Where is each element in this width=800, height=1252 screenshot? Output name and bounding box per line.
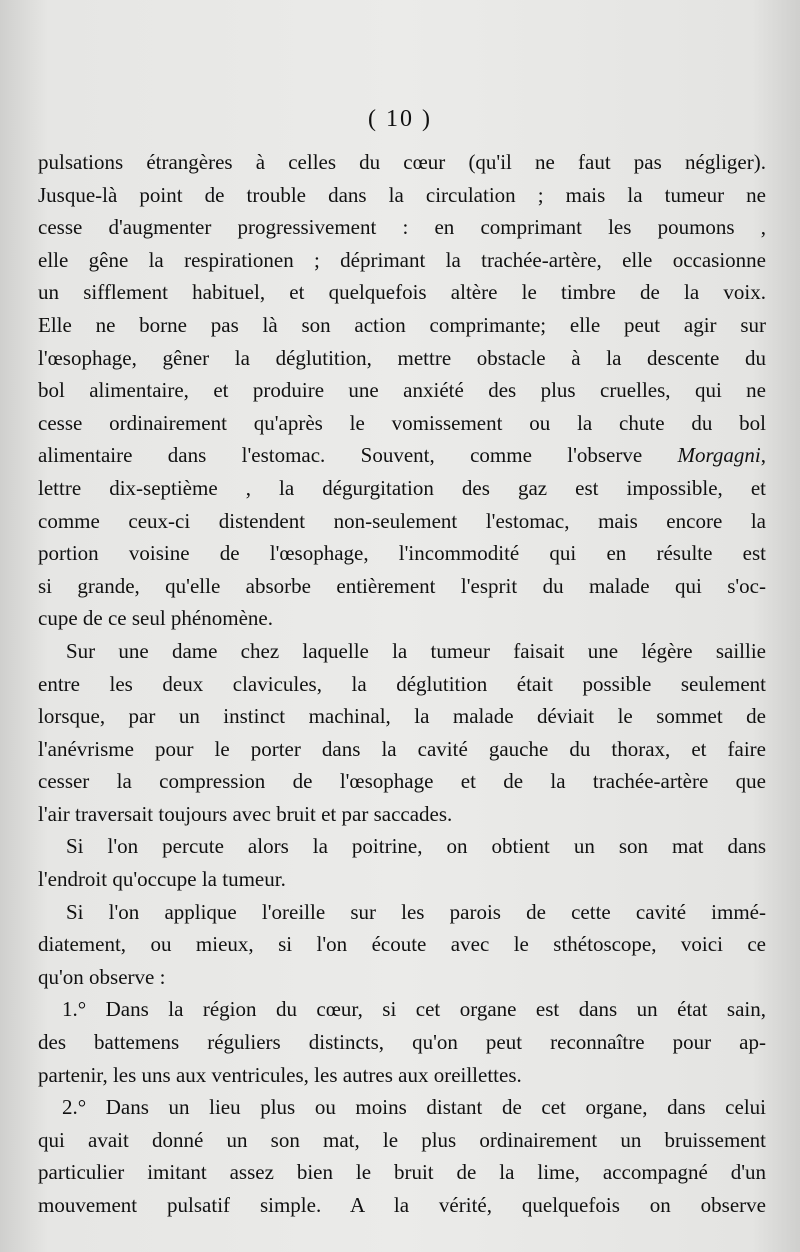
text-run: , <box>760 443 766 468</box>
text-line: Elle ne borne pas là son action comprimante; elle peut agir sur <box>38 312 766 337</box>
text-line: pulsations étrangères à celles du cœur (qu'il ne faut pas négliger). <box>38 150 766 174</box>
text-line: lettre dix-septième , la dégurgitation des gaz est impossible, et <box>38 475 766 500</box>
text-line: lorsque, par un instinct machinal, la malade déviait le sommet de <box>38 704 766 729</box>
text-line: diatement, ou mieux, si l'on écoute avec le sthétoscope, voici ce <box>38 932 766 957</box>
text-line: l'anévrisme pour le porter dans la cavité gauche du thorax, et faire <box>38 736 766 761</box>
body-text <box>38 146 766 1222</box>
text-line: cesser la compression de l'œsophage et de la trachée-artère que <box>38 769 766 794</box>
text-line: l'endroit qu'occupe la tumeur. <box>38 867 286 892</box>
text-line: Si l'on percute alors la poitrine, on obtient un son mat dans <box>66 834 766 859</box>
text-line: l'œsophage, gêner la déglutition, mettre obstacle à la descente du <box>38 345 766 370</box>
text-line: particulier imitant assez bien le bruit de la lime, accompagné d'un <box>38 1160 766 1185</box>
text-line: Si l'on applique l'oreille sur les parois de cette cavité immé- <box>66 899 766 924</box>
text-line: Jusque-là point de trouble dans la circulation ; mais la tumeur ne <box>38 182 766 207</box>
text-run: alimentaire dans l'estomac. Souvent, comme l'observe <box>38 443 678 468</box>
text-line: qu'on observe : <box>38 964 166 989</box>
text-line: des battemens réguliers distincts, qu'on peut reconnaître pour ap- <box>38 1030 766 1055</box>
text-line: l'air traversait toujours avec bruit et par saccades. <box>38 801 453 826</box>
text-line: qui avait donné un son mat, le plus ordinairement un bruissement <box>38 1127 766 1152</box>
text-line: elle gêne la respirationen ; déprimant la trachée-artère, elle occasionne <box>38 247 766 272</box>
page-number: ( 10 ) <box>368 106 432 132</box>
text-line: un sifflement habituel, et quelquefois altère le timbre de la voix. <box>38 280 766 305</box>
text-line: portion voisine de l'œsophage, l'incommodité qui en résulte est <box>38 541 766 566</box>
text-line: Sur une dame chez laquelle la tumeur faisait une légère saillie <box>66 638 766 663</box>
text-line: comme ceux-ci distendent non-seulement l'estomac, mais encore la <box>38 508 766 533</box>
text-line: si grande, qu'elle absorbe entièrement l'esprit du malade qui s'oc- <box>38 573 766 598</box>
italic-name: Morgagni <box>677 443 761 468</box>
text-line: 2.° Dans un lieu plus ou moins distant de cet organe, dans celui <box>62 1095 766 1120</box>
text-line: cesse d'augmenter progressivement : en comprimant les poumons , <box>38 215 766 240</box>
text-line <box>38 439 766 472</box>
text-line: cesse ordinairement qu'après le vomissement ou la chute du bol <box>38 410 766 435</box>
text-line: mouvement pulsatif simple. A la vérité, quelquefois on observe <box>38 1193 766 1217</box>
text-line: entre les deux clavicules, la déglutition était possible seulement <box>38 671 766 696</box>
text-line: partenir, les uns aux ventricules, les autres aux oreillettes. <box>38 1062 522 1087</box>
text-line: bol alimentaire, et produire une anxiété des plus cruelles, qui ne <box>38 378 766 403</box>
text-line: cupe de ce seul phénomène. <box>38 606 273 631</box>
text-line: 1.° Dans la région du cœur, si cet organe est dans un état sain, <box>62 997 766 1022</box>
